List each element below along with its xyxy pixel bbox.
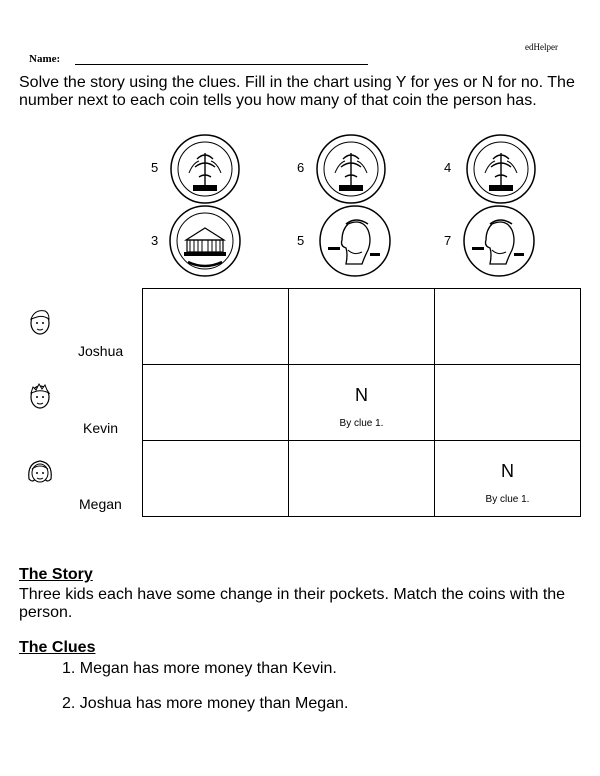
clues-heading: The Clues (19, 639, 96, 656)
dime-icon (465, 133, 537, 205)
grid-cell[interactable] (289, 441, 435, 517)
grid-cell[interactable] (435, 441, 581, 517)
person-name-kevin: Kevin (83, 420, 119, 436)
boy-face-icon (27, 307, 53, 337)
boy-face-icon (27, 381, 53, 411)
cell-mark: N (355, 385, 368, 405)
story-heading: The Story (19, 566, 93, 583)
brand-label: edHelper (525, 42, 558, 52)
grid-cell[interactable] (143, 289, 289, 365)
coin-count-1: 5 (151, 160, 159, 175)
cell-note: By clue 1. (339, 418, 384, 429)
cell-mark: N (501, 461, 514, 481)
person-name-joshua: Joshua (78, 343, 124, 359)
dime-icon (315, 133, 387, 205)
grid-row-megan (143, 441, 581, 517)
grid-row-joshua (143, 289, 581, 365)
person-name-megan: Megan (79, 496, 122, 512)
story-text: Three kids each have some change in their pockets. Match the coins with the person. (19, 586, 566, 621)
penny-front-icon (318, 204, 392, 278)
grid-cell[interactable] (435, 289, 581, 365)
penny-back-icon (168, 204, 242, 278)
grid-cell[interactable] (435, 365, 581, 441)
dime-icon (169, 133, 241, 205)
clue-item: 1. Megan has more money than Kevin. (62, 660, 337, 677)
grid-cell[interactable] (143, 365, 289, 441)
penny-front-icon (462, 204, 536, 278)
clue-item: 2. Joshua has more money than Megan. (62, 695, 349, 712)
grid-cell[interactable] (143, 441, 289, 517)
coin-count-4: 3 (151, 233, 159, 248)
name-label: Name: (29, 53, 61, 65)
grid-row-kevin (143, 365, 581, 441)
cell-note: By clue 1. (485, 494, 530, 505)
girl-face-icon (25, 457, 55, 487)
coin-count-6: 7 (444, 233, 452, 248)
instructions: Solve the story using the clues. Fill in the chart using Y for yes or N for no. The number next to each coin tells you how many of that coin the person has. (19, 74, 575, 109)
coin-count-5: 5 (297, 233, 305, 248)
coin-count-2: 6 (297, 160, 305, 175)
grid-cell[interactable] (289, 289, 435, 365)
coin-count-3: 4 (444, 160, 452, 175)
grid-cell[interactable] (289, 365, 435, 441)
logic-grid (142, 288, 581, 517)
name-field-line[interactable] (75, 64, 368, 65)
